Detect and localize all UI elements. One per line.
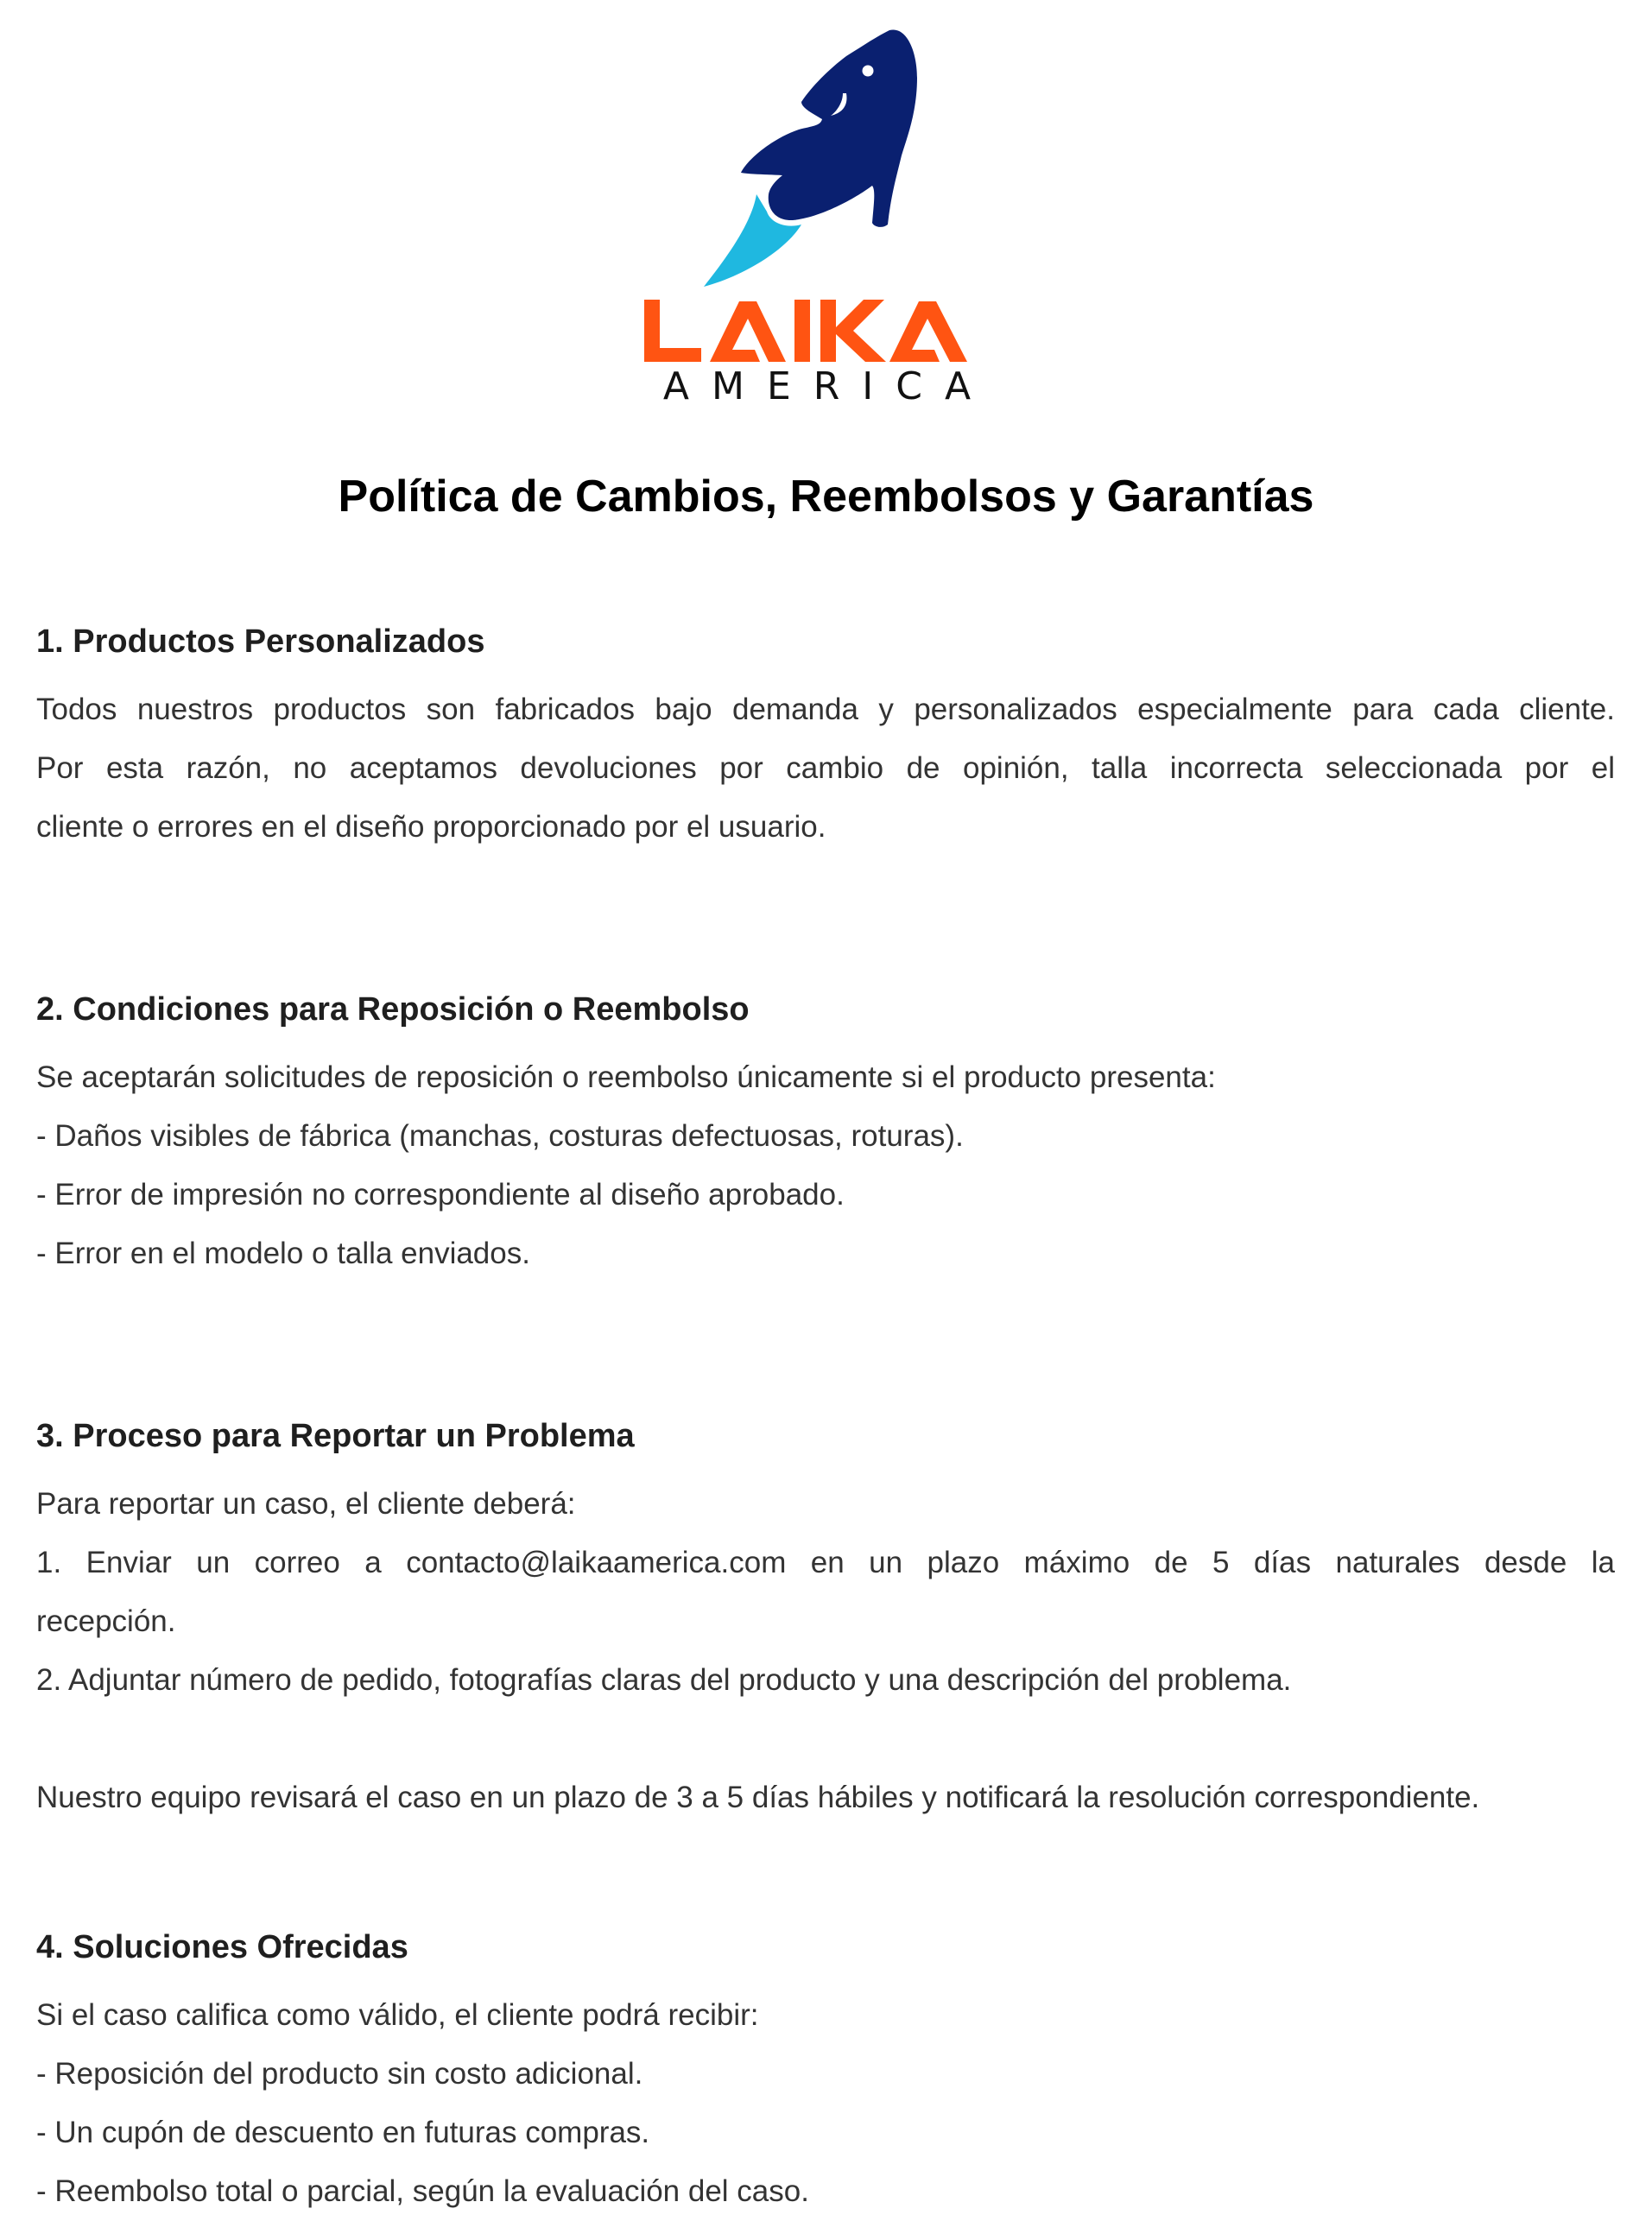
paragraph-line: Para reportar un caso, el cliente deberá: [36,1487,576,1521]
rocket-dog-icon [691,17,933,294]
section-heading: 4. Soluciones Ofrecidas [36,1929,408,1965]
list-item-step-2: 2. Adjuntar número de pedido, fotografías claras del producto y una descripción del problema. [36,1663,1292,1697]
spacer [36,1710,1615,1769]
section-condiciones [36,990,1615,1283]
section-soluciones [36,1927,1615,2221]
list-item: - Un cupón de descuento en futuras compras. [36,2116,650,2149]
section-heading: 2. Condiciones para Reposición o Reembolso [36,991,750,1028]
paragraph-line: cliente o errores en el diseño proporcionado por el usuario. [36,810,826,844]
paragraph-line: Por esta razón, no aceptamos devoluciones por cambio de opinión, talla incorrecta seleccionada por el [36,751,1615,785]
list-item: - Error en el modelo o talla enviados. [36,1237,530,1270]
paragraph-line: Si el caso califica como válido, el cliente podrá recibir: [36,1998,759,2032]
section-body [36,1475,1615,1827]
section-heading: 3. Proceso para Reportar un Problema [36,1418,635,1454]
list-item: - Reembolso total o parcial, según la evaluación del caso. [36,2174,809,2208]
paragraph-line: Todos nuestros productos son fabricados bajo demanda y personalizados especialmente para cada cliente. [36,693,1615,726]
paragraph-line: Nuestro equipo revisará el caso en un plazo de 3 a 5 días hábiles y notificará la resolución correspondiente. [36,1781,1480,1814]
section-productos-personalizados [36,622,1615,857]
section-body [36,680,1615,857]
section-body [36,1048,1615,1283]
brand-wordmark [642,296,988,365]
list-item-step-1: 1. Enviar un correo a contacto@laikaamerica.com en un plazo máximo de 5 días naturales desde la [36,1546,1615,1579]
page-title: Política de Cambios, Reembolsos y Garantías [338,471,1314,522]
paragraph-line: Se aceptarán solicitudes de reposición o reembolso únicamente si el producto presenta: [36,1060,1216,1094]
list-item: - Daños visibles de fábrica (manchas, costuras defectuosas, roturas). [36,1119,964,1153]
section-heading: 1. Productos Personalizados [36,623,485,660]
list-item: - Error de impresión no correspondiente al diseño aprobado. [36,1178,845,1212]
section-body [36,1986,1615,2221]
list-item-step-1-cont: recepción. [36,1604,176,1638]
section-proceso-reporte [36,1416,1615,1827]
list-item: - Reposición del producto sin costo adicional. [36,2057,643,2091]
brand-tagline: AMERICA [662,364,994,408]
brand-logo [639,9,1019,406]
